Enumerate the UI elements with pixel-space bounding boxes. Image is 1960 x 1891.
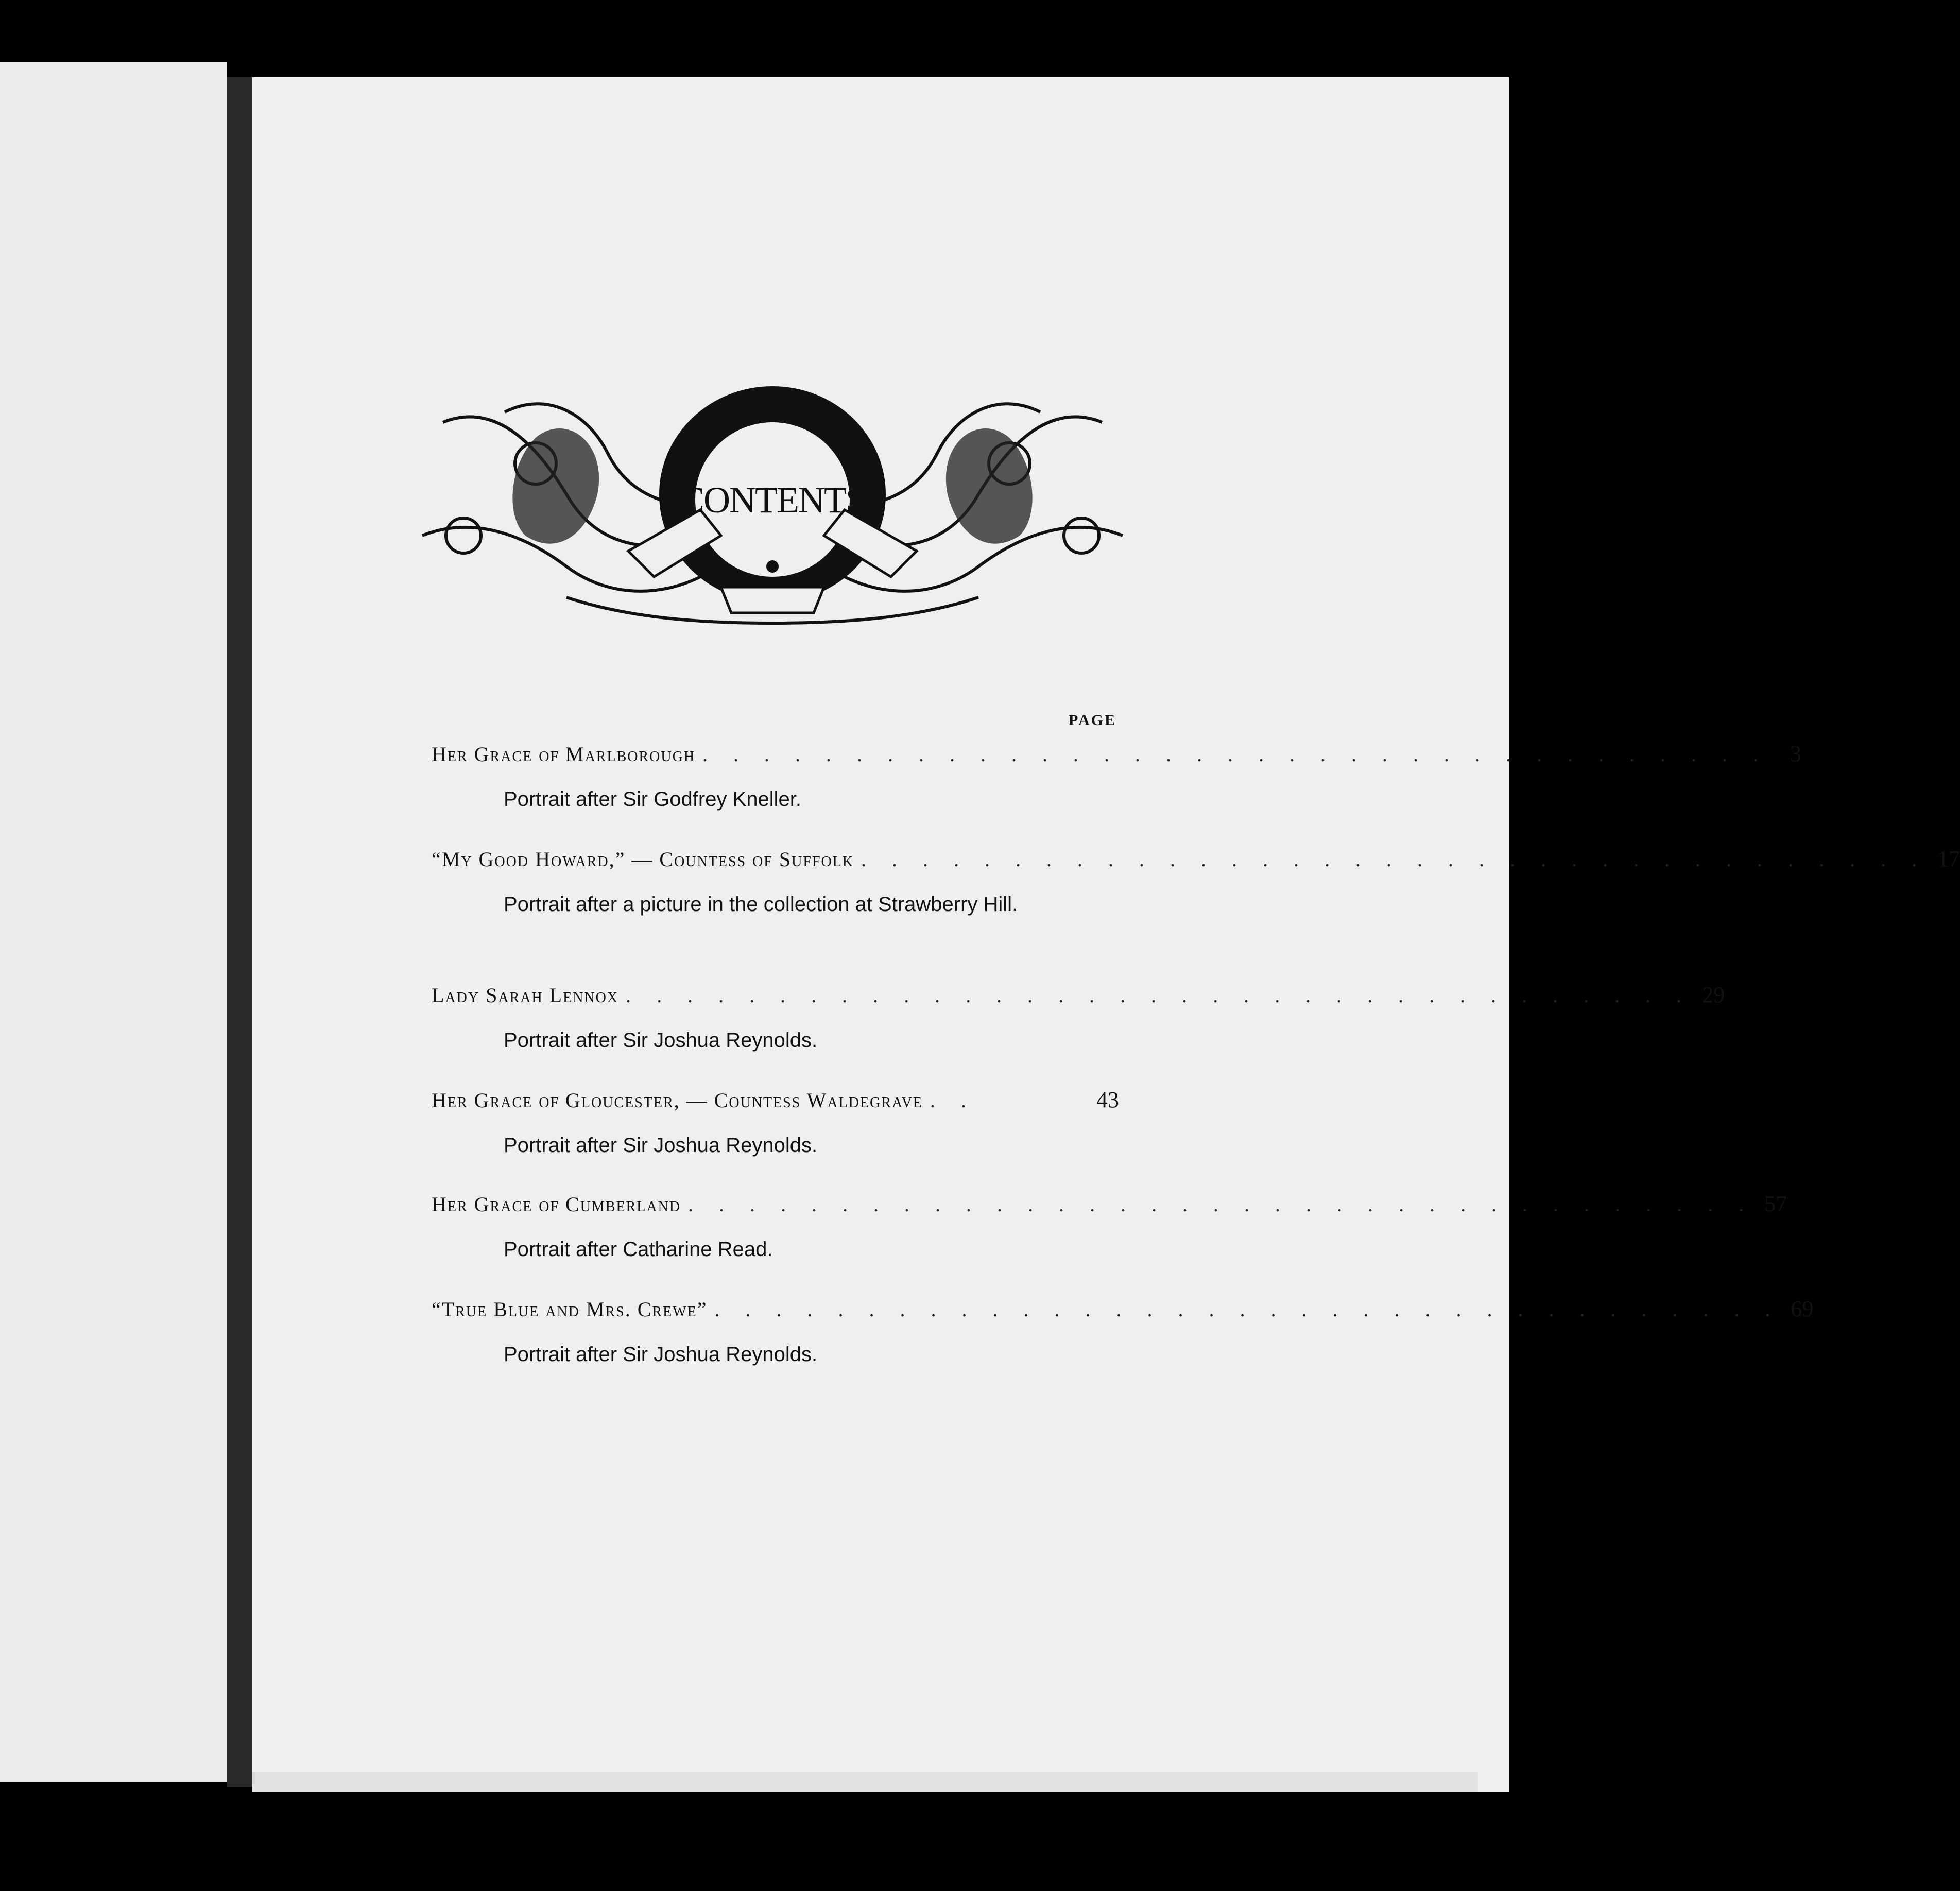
toc-entry[interactable] (432, 1296, 1814, 1369)
toc-entry[interactable] (432, 1087, 1119, 1160)
dot-leader: . . . . . . . . . . . . . . . . . . . . . . . . . . . . . . . . . . . (688, 1193, 1755, 1216)
page-edge (252, 1772, 1478, 1792)
book-spine (227, 77, 252, 1787)
page-column-header: PAGE (1069, 712, 1117, 729)
ornament-title: CONTENTS (680, 479, 865, 521)
entry-subtitle: Portrait after Sir Joshua Reynolds. (504, 1343, 818, 1366)
entry-page-number: 17 (1937, 846, 1960, 871)
dot-leader: . . . . . . . . . . . . . . . . . . . . . . . . . . . . . . . . . . . (702, 743, 1769, 766)
entry-subtitle: Portrait after a picture in the collection at Strawberry Hill. (504, 893, 1018, 916)
facing-page (0, 62, 227, 1782)
contents-ornament (412, 381, 1133, 628)
entry-title[interactable]: Her Grace of Cumberland (432, 1193, 681, 1216)
toc-entry[interactable] (432, 1191, 1787, 1264)
entry-subtitle: Portrait after Sir Joshua Reynolds. (504, 1134, 818, 1157)
dot-leader: . . . . . . . . . . . . . . . . . . . . . . . . . . . . . . . . . . . (861, 848, 1928, 871)
entry-page-number: 43 (1096, 1087, 1119, 1112)
entry-subtitle: Portrait after Sir Godfrey Kneller. (504, 788, 802, 811)
entry-page-number: 3 (1790, 741, 1802, 766)
entry-subtitle: Portrait after Catharine Read. (504, 1238, 773, 1261)
entry-page-number: 29 (1702, 982, 1725, 1007)
entry-title[interactable]: Lady Sarah Lennox (432, 984, 619, 1007)
dot-leader: . . . . . . . . . . . . . . . . . . . . . . . . . . . . . . . . . . . (714, 1298, 1781, 1321)
entry-title[interactable]: “True Blue and Mrs. Crewe” (432, 1298, 708, 1321)
entry-title[interactable]: Her Grace of Gloucester, — Countess Waldegrave (432, 1089, 923, 1112)
toc-entry[interactable] (432, 982, 1725, 1055)
entry-subtitle: Portrait after Sir Joshua Reynolds. (504, 1029, 818, 1052)
entry-page-number: 69 (1791, 1296, 1814, 1321)
dot-leader: . . . . . . . . . . . . . . . . . . . . . . . . . . . . . . . . . . . (626, 984, 1692, 1007)
entry-page-number: 57 (1764, 1191, 1787, 1216)
toc-entry[interactable] (432, 846, 1960, 919)
dot-leader: . . (930, 1089, 976, 1112)
toc-entry[interactable] (432, 741, 1802, 814)
entry-title[interactable]: Her Grace of Marlborough (432, 743, 696, 766)
contents-page (252, 77, 1509, 1792)
entry-title[interactable]: “My Good Howard,” — Countess of Suffolk (432, 848, 854, 871)
